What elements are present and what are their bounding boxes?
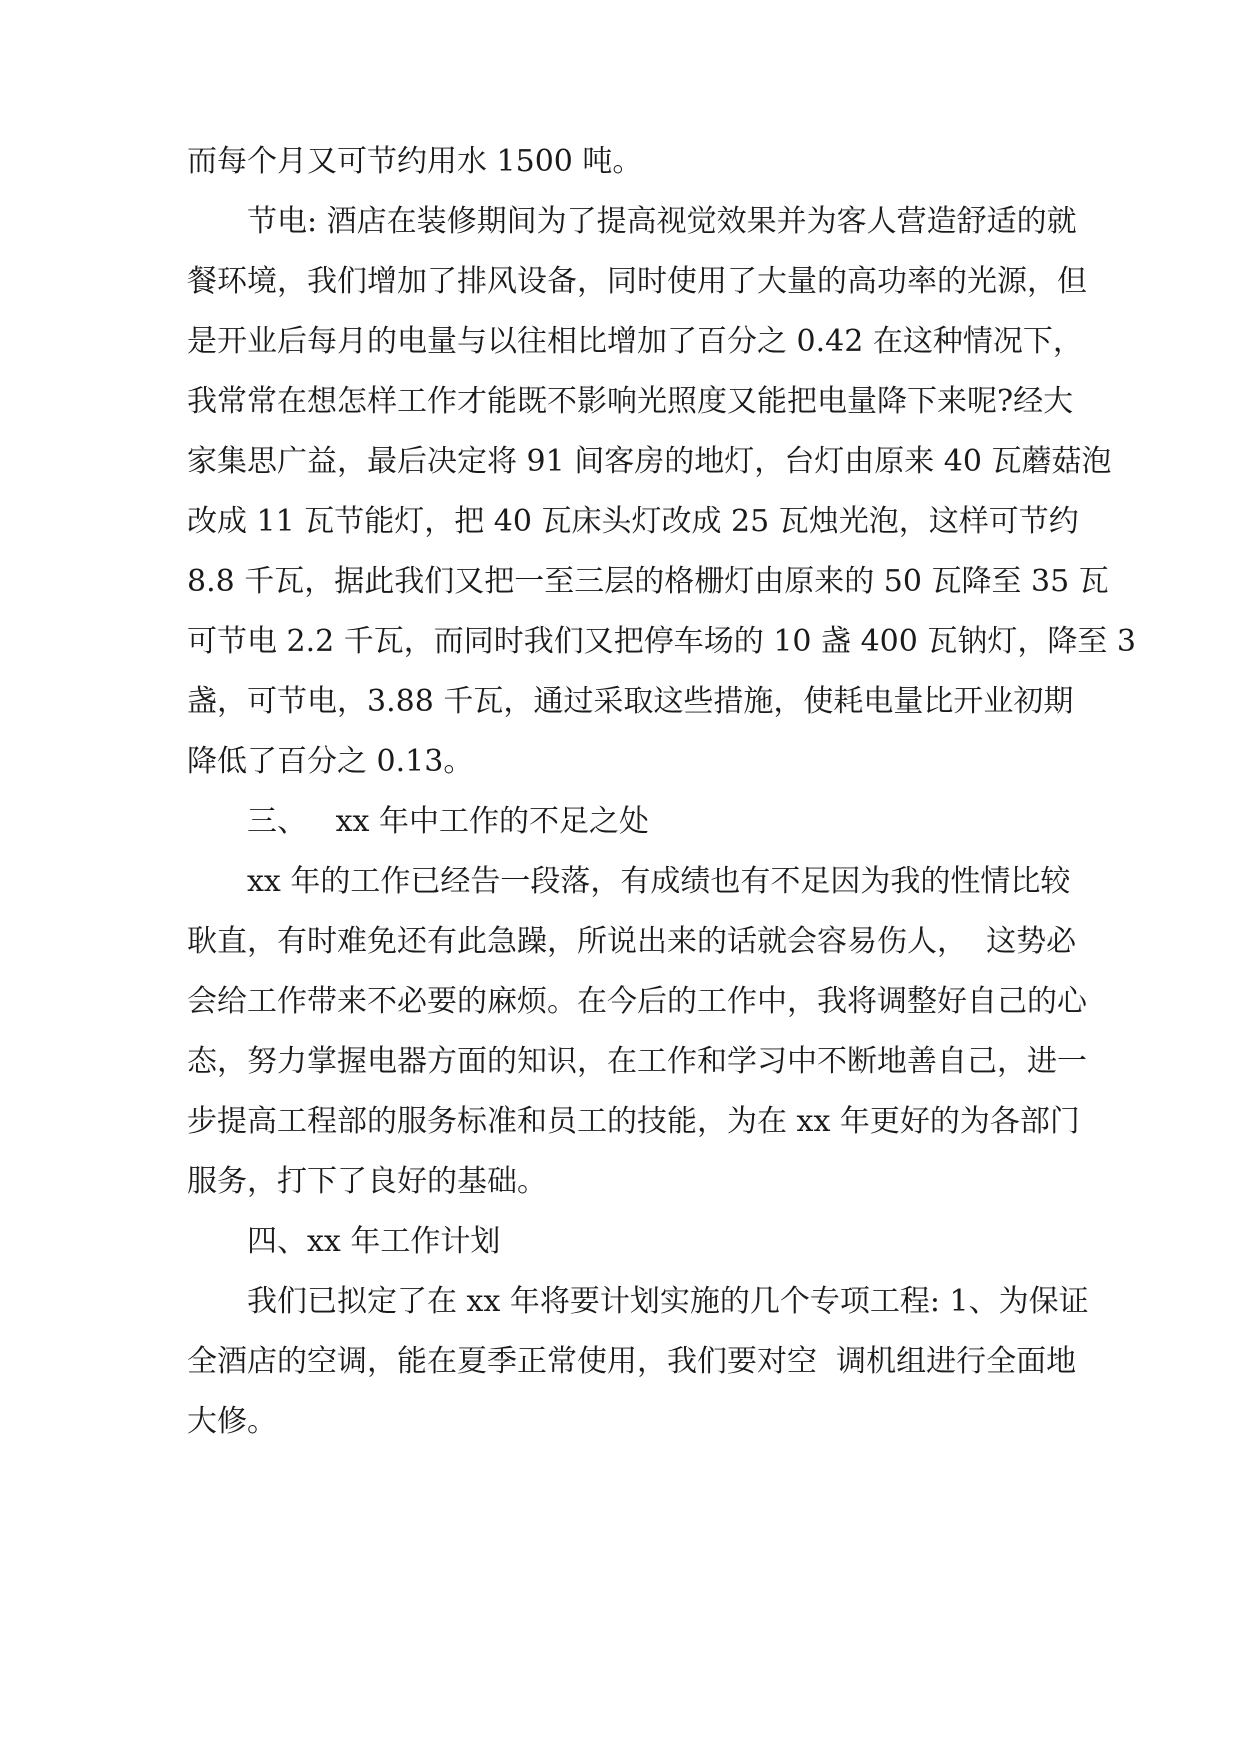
text-line: 我常常在想怎样工作才能既不影响光照度又能把电量降下来呢?经大 xyxy=(187,384,1074,419)
text-line: 是开业后每月的电量与以往相比增加了百分之 0.42 在这种情况下， xyxy=(187,324,1083,359)
text-line: 大修。 xyxy=(187,1404,277,1439)
section-heading: 三、 xx 年中工作的不足之处 xyxy=(247,804,649,839)
text-line: 餐环境，我们增加了排风设备，同时使用了大量的高功率的光源，但 xyxy=(187,264,1087,299)
section-heading: 四、xx 年工作计划 xyxy=(247,1224,501,1259)
text-line: 节电: 酒店在装修期间为了提高视觉效果并为客人营造舒适的就 xyxy=(247,204,1077,239)
text-line: 可节电 2.2 千瓦，而同时我们又把停车场的 10 盏 400 瓦钠灯，降至 3 xyxy=(187,624,1136,659)
text-line: 耿直，有时难免还有此急躁，所说出来的话就会容易伤人， 这势必 xyxy=(187,924,1077,959)
text-line: 全酒店的空调，能在夏季正常使用，我们要对空 调机组进行全面地 xyxy=(187,1344,1077,1379)
text-line: 服务，打下了良好的基础。 xyxy=(187,1164,547,1199)
text-line: 盏，可节电，3.88 千瓦，通过采取这些措施，使耗电量比开业初期 xyxy=(187,684,1074,719)
text-line: xx 年的工作已经告一段落，有成绩也有不足因为我的性情比较 xyxy=(247,864,1071,899)
text-line: 我们已拟定了在 xx 年将要计划实施的几个专项工程: 1、为保证 xyxy=(247,1284,1089,1319)
text-line: 8.8 千瓦，据此我们又把一至三层的格栅灯由原来的 50 瓦降至 35 瓦 xyxy=(187,564,1109,599)
text-line: 改成 11 瓦节能灯，把 40 瓦床头灯改成 25 瓦烛光泡，这样可节约 xyxy=(187,504,1079,539)
text-line: 会给工作带来不必要的麻烦。在今后的工作中，我将调整好自己的心 xyxy=(187,984,1087,1019)
text-line: 家集思广益，最后决定将 91 间客房的地灯，台灯由原来 40 瓦蘑菇泡 xyxy=(187,444,1112,479)
text-line: 降低了百分之 0.13。 xyxy=(187,744,474,779)
text-line: 步提高工程部的服务标准和员工的技能，为在 xx 年更好的为各部门 xyxy=(187,1104,1080,1139)
text-line: 态，努力掌握电器方面的知识，在工作和学习中不断地善自己，进一 xyxy=(187,1044,1087,1079)
text-line: 而每个月又可节约用水 1500 吨。 xyxy=(187,144,643,179)
